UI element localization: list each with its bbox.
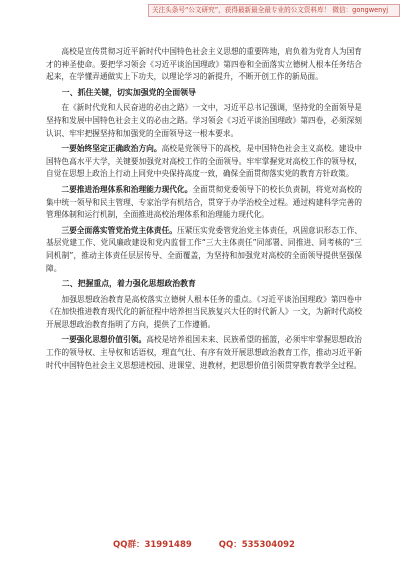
item-lead: 三要全面落实管党治党主体责任。	[61, 225, 178, 235]
section-2-heading: 二、把握重点，着力强化思想政治教育	[61, 279, 196, 289]
promo-banner-text: 关注头条号“公文研究”，获得最新最全最专业的公文资料库！ 微信：gongwenyj	[152, 6, 389, 14]
section-2-paragraph: 加强思想政治教育是高校落实立德树人根本任务的重点。《习近平谈治国理政》第四卷中《在加快推进教育现代化的新征程中培养担当民族复兴大任的时代新人》一文，为新时代高校开展思想政治教育指明了方向，提供了工作遵循。	[46, 294, 362, 329]
item-lead: 一要强化思想价值引领。	[61, 335, 147, 345]
item-body: 高校是培养祖国未来、民族希望的摇篮，必须牢牢掌握思想政治工作的领导权、主导权和话语权，理直气壮、有序有效开展思想政治教育工作，推动习近平新时代中国特色社会主义思想进校园、进课堂、进教材，把思想价值引领贯穿教育教学全过程。	[46, 335, 362, 370]
qq-group-text: QQ群：31991489	[113, 540, 192, 550]
section-2-item-1	[46, 334, 362, 372]
section-1-item-3	[46, 225, 362, 275]
section-1-heading: 一、抓住关键，切实加强党的全面领导	[61, 87, 196, 97]
promo-banner	[148, 4, 400, 17]
section-1-item-1	[46, 143, 362, 181]
qq-text: QQ：535304092	[218, 540, 295, 550]
intro-paragraph: 高校是宣传贯彻习近平新时代中国特色社会主义思想的重要阵地，肩负着为党育人为国育才的神圣使命。要把学习领会《习近平谈治国理政》第四卷和全面落实立德树人根本任务结合起来，在学懂弄通做实上下功夫，以理论学习的新提升，不断开创工作的新局面。	[46, 47, 362, 82]
section-1-item-2	[46, 184, 362, 222]
document-body	[46, 46, 362, 375]
item-body: 高校是党领导下的高校，是中国特色社会主义高校。建设中国特色高水平大学，关键要加强党对高校工作的全面领导。牢牢掌握党对高校工作的领导权，自觉在思想上政治上行动上同党中央保持高度一致，确保全面贯彻落实党的教育方针政策。	[46, 144, 362, 179]
item-body: 全面贯彻党委领导下的校长负责制，将党对高校的集中统一领导和民主管理、专家治学有机结合，贯穿于办学治校全过程。通过构建科学完善的管理体制和运行机制，全面推进高校治理体系和治理能力现代化。	[46, 184, 362, 220]
contact-footer	[0, 538, 408, 550]
item-lead: 二要推进治理体系和治理能力现代化。	[61, 184, 193, 194]
item-body: 压紧压实党委管党治党主体责任，巩固意识形态工作、基层党建工作、党风廉政建设和党内监督工作“三大主体责任”同部署、同推进、同考核的“三同机制”，推动主体责任层层传导、全面覆盖，为坚持和加强党对高校的全面领导提供坚强保障。	[46, 225, 362, 273]
section-1-paragraph: 在《新时代党和人民奋进的必由之路》一文中，习近平总书记强调，坚持党的全面领导是坚持和发展中国特色社会主义的必由之路。学习领会《习近平谈治国理政》第四卷，必须深刻认识、牢牢把握坚持和加强党的全面领导这一根本要求。	[46, 103, 362, 138]
item-lead: 一要始终坚定正确政治方向。	[61, 144, 162, 154]
